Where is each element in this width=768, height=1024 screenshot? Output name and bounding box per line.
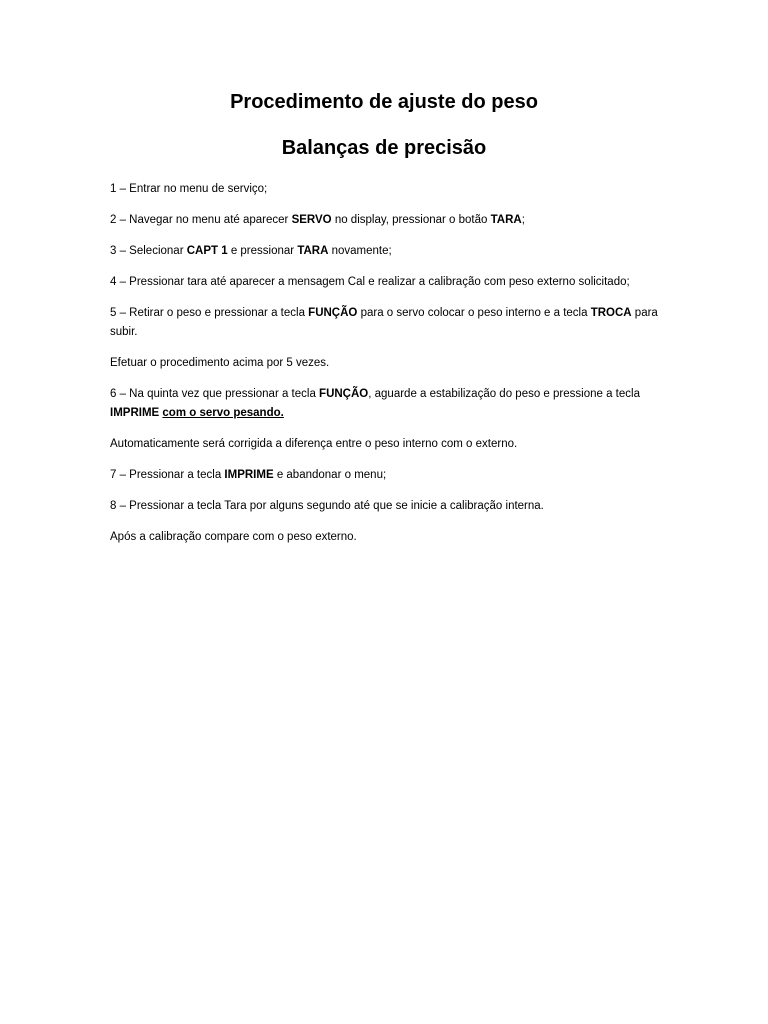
document-title: Procedimento de ajuste do peso	[230, 91, 538, 113]
step-3-tara: TARA	[297, 245, 329, 257]
step-2-servo: SERVO	[291, 214, 332, 226]
auto-correction-note	[110, 435, 670, 454]
step-7-imprime: IMPRIME	[224, 469, 274, 481]
final-note	[110, 528, 670, 547]
step-8-text: 8 – Pressionar a tecla Tara por alguns segundo até que se inicie a calibração interna.	[110, 500, 544, 512]
repeat-note	[110, 354, 670, 373]
step-2-text-c: no display, pressionar o botão	[331, 214, 491, 226]
auto-correction-text: Automaticamente será corrigida a diferença entre o peso interno com o externo.	[110, 438, 518, 450]
step-5-troca: TROCA	[590, 307, 632, 319]
step-2	[110, 211, 670, 230]
step-3-text-a: 3 – Selecionar	[110, 245, 187, 257]
step-1	[110, 180, 670, 199]
step-6-text-a: 6 – Na quinta vez que pressionar a tecla	[110, 388, 320, 400]
step-3-text-e: novamente;	[328, 245, 392, 257]
step-7	[110, 466, 670, 485]
step-8	[110, 497, 670, 516]
step-6-imprime: IMPRIME	[110, 407, 160, 419]
step-5-text-c: para o servo colocar o peso interno e a tecla	[357, 307, 591, 319]
step-5-text-a: 5 – Retirar o peso e pressionar a tecla	[110, 307, 309, 319]
step-5-funcao: FUNÇÃO	[308, 307, 358, 319]
step-6-text-c: , aguarde a estabilização do peso e pressione a tecla	[368, 388, 640, 400]
repeat-note-text: Efetuar o procedimento acima por 5 vezes.	[110, 357, 330, 369]
step-5	[110, 304, 670, 342]
step-4-text: 4 – Pressionar tara até aparecer a mensagem Cal e realizar a calibração com peso externo solicitado;	[110, 276, 630, 288]
step-3-capt: CAPT 1	[186, 245, 228, 257]
document-body	[110, 180, 670, 559]
final-note-text: Após a calibração compare com o peso externo.	[110, 531, 357, 543]
document-subtitle: Balanças de precisão	[281, 137, 487, 159]
step-1-text: 1 – Entrar no menu de serviço;	[110, 183, 268, 195]
step-6	[110, 385, 670, 423]
step-6-underlined: com o servo pesando.	[162, 407, 284, 419]
step-7-text-a: 7 – Pressionar a tecla	[110, 469, 225, 481]
step-5-text-e: para subir.	[110, 307, 658, 338]
step-7-text-c: e abandonar o menu;	[273, 469, 387, 481]
step-6-funcao: FUNÇÃO	[319, 388, 369, 400]
step-2-text-e: ;	[521, 214, 525, 226]
step-2-text-a: 2 – Navegar no menu até aparecer	[110, 214, 292, 226]
step-4	[110, 273, 670, 292]
step-3	[110, 242, 670, 261]
step-3-text-c: e pressionar	[227, 245, 298, 257]
step-2-tara: TARA	[490, 214, 522, 226]
